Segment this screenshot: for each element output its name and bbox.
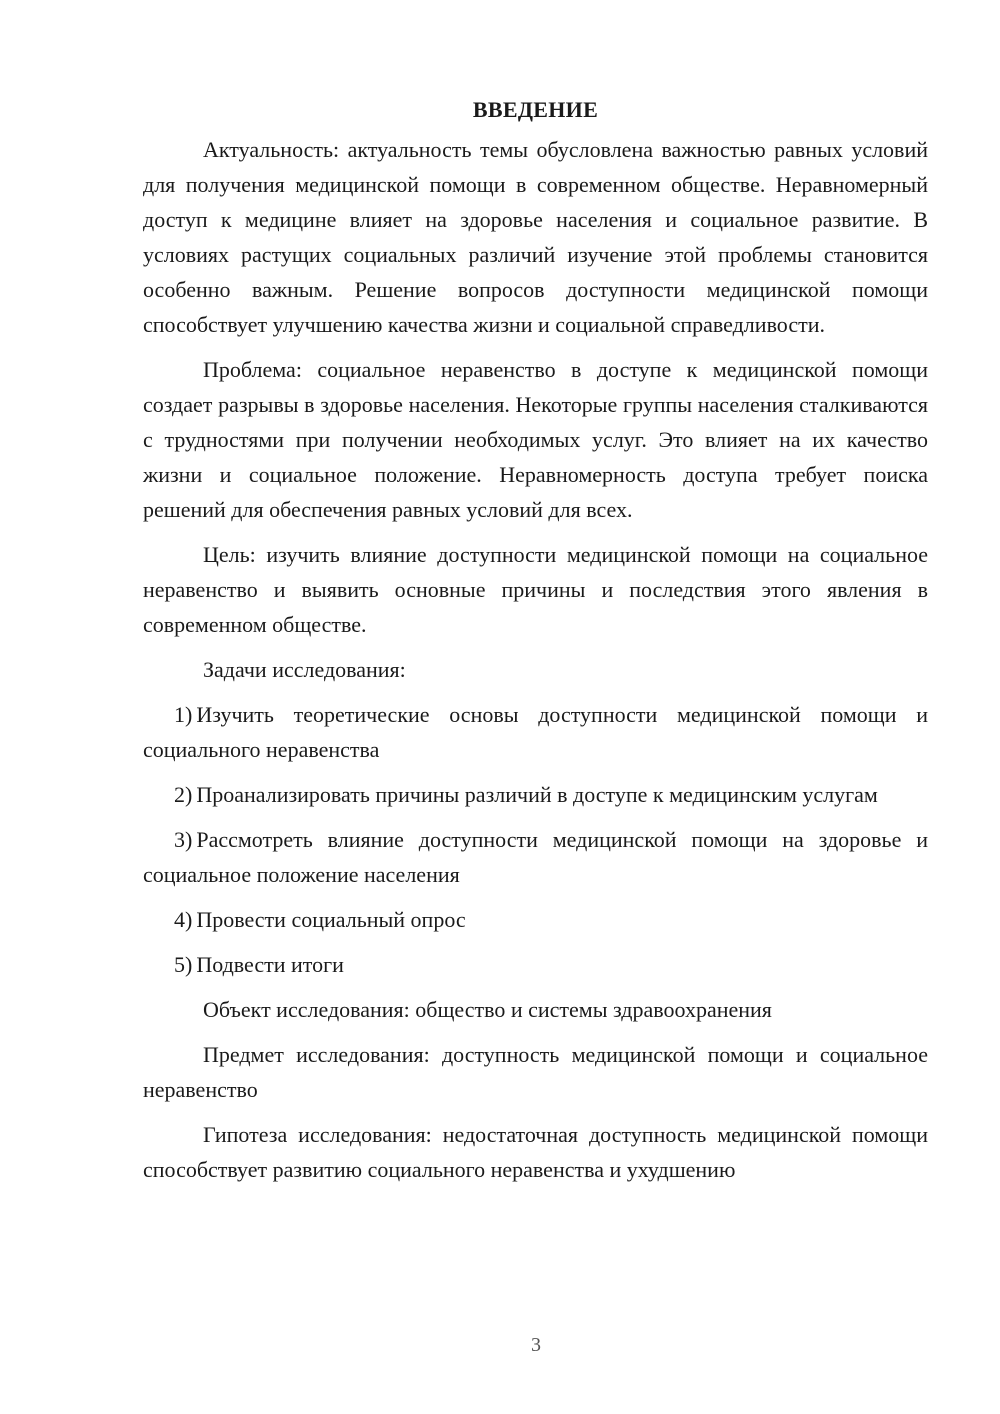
list-item-text: Подвести итоги — [196, 952, 344, 977]
list-item-number: 5) — [174, 952, 193, 977]
list-item-text: Рассмотреть влияние доступности медицинской помощи на здоровье и социальное положение населения — [143, 827, 928, 887]
list-item — [143, 697, 928, 767]
paragraph-goal: Цель: изучить влияние доступности медицинской помощи на социальное неравенство и выявить основные причины и последствия этого явления в современном обществе. — [143, 542, 928, 637]
page-number: 3 — [531, 1334, 541, 1356]
list-item-number: 4) — [174, 907, 193, 932]
list-item-text: Проанализировать причины различий в доступе к медицинским услугам — [196, 782, 878, 807]
list-item-number: 3) — [174, 827, 193, 852]
section-title: ВВЕДЕНИЕ — [472, 97, 599, 122]
paragraph-subject: Предмет исследования: доступность медицинской помощи и социальное неравенство — [143, 1042, 928, 1102]
paragraph-relevance: Актуальность: актуальность темы обусловлена важностью равных условий для получения медицинской помощи в современном обществе. Неравномерный доступ к медицине влияет на здоровье населения и социальное развитие. В условиях растущих социальных различий изучение этой проблемы становится особенно важным. Решение вопросов доступности медицинской помощи способствует улучшению качества жизни и социальной справедливости. — [143, 137, 928, 337]
list-item — [143, 777, 928, 812]
paragraph-problem: Проблема: социальное неравенство в доступе к медицинской помощи создает разрывы в здоровье населения. Некоторые группы населения сталкиваются с трудностями при получении необходимых услуг. Это влияет на их качество жизни и социальное положение. Неравномерность доступа требует поиска решений для обеспечения равных условий для всех. — [143, 357, 928, 522]
paragraph-hypothesis: Гипотеза исследования: недостаточная доступность медицинской помощи способствует развитию социального неравенства и ухудшению — [143, 1122, 928, 1182]
list-item-text: Провести социальный опрос — [196, 907, 466, 932]
task-list — [143, 697, 928, 982]
list-item — [143, 822, 928, 892]
list-item-number: 2) — [174, 782, 193, 807]
paragraph-tasks-heading: Задачи исследования: — [203, 657, 406, 682]
list-item — [143, 947, 928, 982]
list-item-number: 1) — [174, 702, 193, 727]
document-page — [143, 92, 928, 1197]
paragraph-object: Объект исследования: общество и системы здравоохранения — [203, 997, 772, 1022]
list-item-text: Изучить теоретические основы доступности медицинской помощи и социального неравенства — [143, 702, 928, 762]
list-item — [143, 902, 928, 937]
